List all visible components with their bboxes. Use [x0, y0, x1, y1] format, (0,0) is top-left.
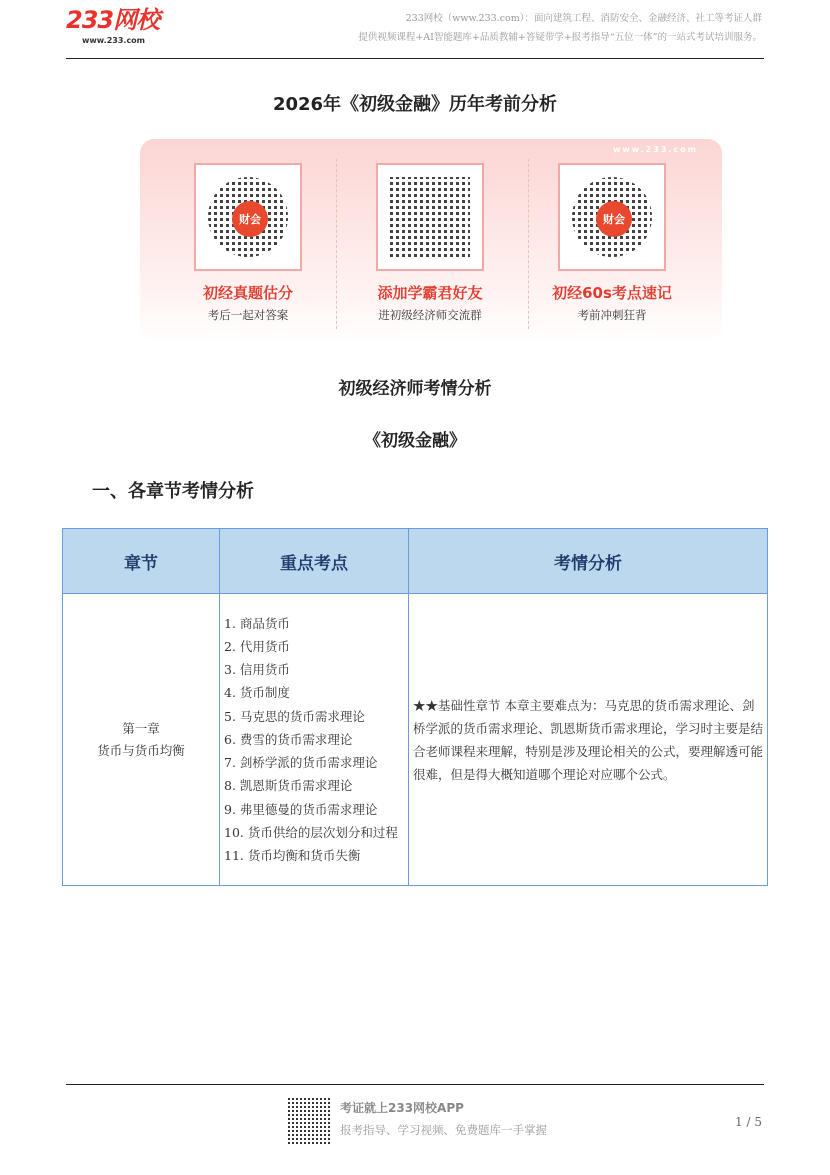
key-points-cell	[220, 594, 409, 886]
card-title: 初经60s考点速记	[552, 284, 672, 302]
card-subtitle: 进初级经济师交流群	[378, 308, 482, 322]
header-line-1: 233网校（www.233.com）：面向建筑工程、消防安全、金融经济、社工等考证人群	[405, 13, 762, 24]
qr-badge: 财会	[232, 201, 268, 237]
footer-divider	[66, 1084, 764, 1085]
card-title: 添加学霸君好友	[377, 284, 483, 302]
wechat-qr-code[interactable]	[376, 163, 484, 271]
chapter-number: 第一章	[122, 720, 160, 736]
card-subtitle: 考后一起对答案	[207, 308, 289, 322]
card-title: 初经真题估分	[202, 284, 293, 302]
chapter-name: 货币与货币均衡	[97, 742, 185, 758]
table-header-row	[63, 529, 768, 594]
banner-url: www.233.com	[612, 145, 698, 154]
key-point: 5. 马克思的货币需求理论	[224, 708, 365, 724]
page-title: 2026年《初级金融》历年考前分析	[272, 94, 558, 115]
footer-app-desc: 报考指导、学习视频、免费题库一手掌握	[340, 1123, 547, 1137]
column-header: 考情分析	[409, 529, 768, 594]
key-point: 1. 商品货币	[224, 615, 290, 631]
header-divider	[66, 58, 764, 59]
column-header: 重点考点	[220, 529, 409, 594]
key-point: 11. 货币均衡和货币失衡	[224, 847, 361, 863]
key-point: 7. 剑桥学派的货币需求理论	[224, 755, 378, 771]
book-title: 《初级金融》	[364, 431, 466, 451]
logo: 233网校	[66, 6, 160, 34]
key-point: 2. 代用货币	[224, 639, 290, 655]
divider	[528, 159, 529, 329]
key-point: 6. 费雪的货币需求理论	[224, 731, 353, 747]
key-point: 9. 弗里德曼的货币需求理论	[224, 801, 378, 817]
column-header: 章节	[63, 529, 220, 594]
promo-banner	[140, 139, 722, 342]
footer-app-title: 考证就上233网校APP	[340, 1101, 464, 1115]
chapter-analysis-table	[62, 528, 768, 886]
header-line-2: 提供视频课程+AI智能题库+品质教辅+答疑带学+报考指导“五位一体”的一站式考试培训服务。	[358, 32, 762, 43]
divider	[336, 159, 337, 329]
key-point: 3. 信用货币	[224, 662, 290, 678]
analysis-cell: ★★基础性章节 本章主要难点为：马克思的货币需求理论、剑桥学派的货币需求理论、凯恩斯货币需求理论，学习时主要是结合老师课程来理解，特别是涉及理论相关的公式，要理解透可能很难，但是得大概知道哪个理论对应哪个公式。	[409, 594, 768, 886]
card-subtitle: 考前冲刺狂背	[577, 308, 647, 322]
section-heading: 一、各章节考情分析	[92, 481, 254, 502]
chapter-cell	[63, 594, 220, 886]
qr-badge: 财会	[596, 201, 632, 237]
page-number: 1 / 5	[735, 1115, 762, 1129]
mini-program-qr-code[interactable]	[194, 163, 302, 271]
table-row	[63, 594, 768, 886]
mini-program-qr-code[interactable]	[558, 163, 666, 271]
key-point: 10. 货币供给的层次划分和过程	[224, 824, 398, 840]
key-point: 4. 货币制度	[224, 685, 290, 701]
key-point: 8. 凯恩斯货币需求理论	[224, 778, 353, 794]
subtitle: 初级经济师考情分析	[338, 379, 492, 399]
app-qr-code[interactable]	[288, 1096, 332, 1144]
logo-url: www.233.com	[82, 36, 146, 45]
